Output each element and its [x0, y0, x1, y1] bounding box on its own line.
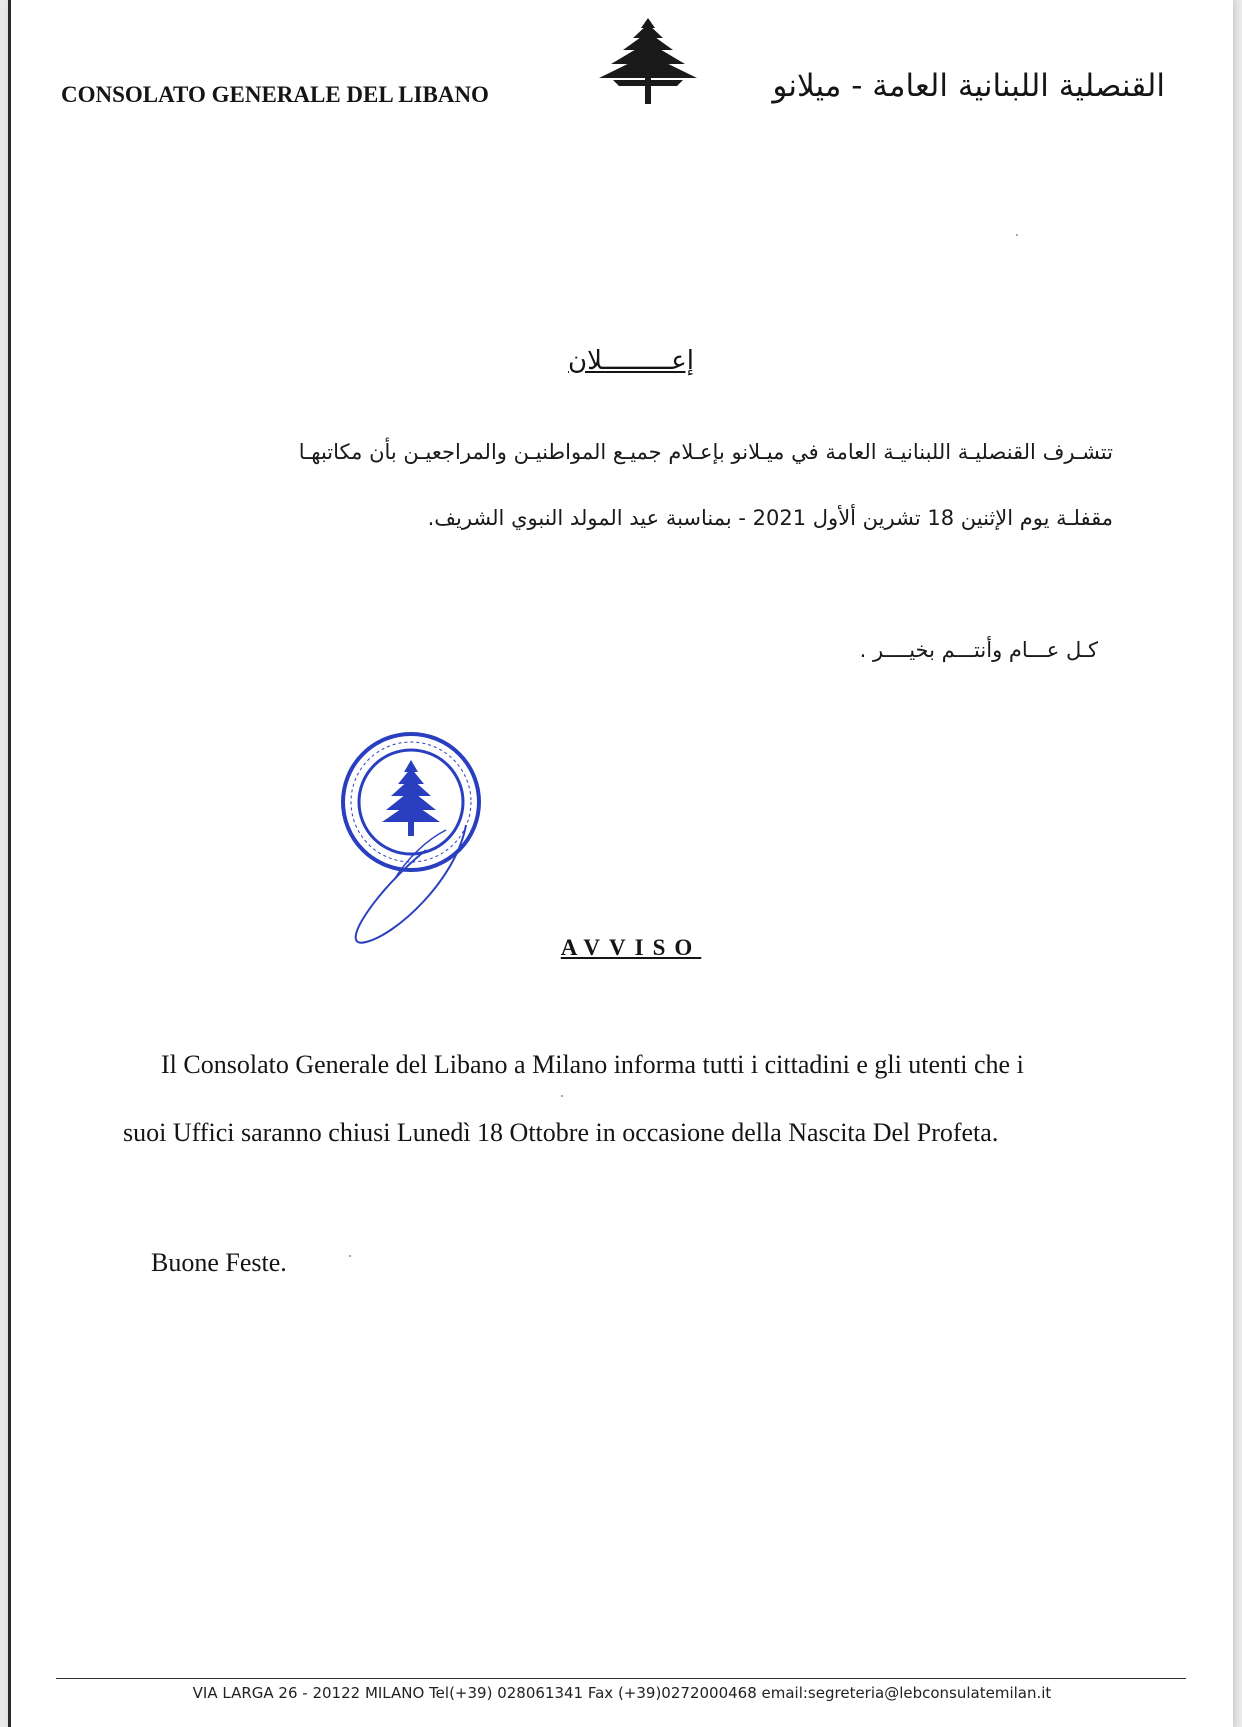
header-arabic-title: القنصلية اللبنانية العامة - ميلانو	[772, 68, 1165, 104]
footer-divider	[56, 1678, 1186, 1679]
arabic-announcement-line-1: تتشـرف القنصليـة اللبنانيـة العامة في ميـلانو بإعـلام جميـع المواطنيـن والمراجعيـن بأن مكاتبهـا	[298, 440, 1113, 464]
cedar-tree-icon	[593, 16, 703, 108]
arabic-announcement-line-2: مقفلـة يوم الإثنين 18 تشرين ألأول 2021 - بمناسبة عيد المولد النبوي الشريف.	[427, 506, 1113, 530]
footer-contact: VIA LARGA 26 - 20122 MILANO Tel(+39) 028061341 Fax (+39)0272000468 email:segreteria@lebconsulatemilan.it	[192, 1684, 1052, 1702]
consulate-seal-stamp	[336, 730, 506, 960]
arabic-announcement-title: إعـــــــــلان	[568, 346, 694, 376]
paper-speck	[1016, 234, 1018, 236]
paper-speck	[349, 1255, 351, 1257]
arabic-greeting: كـل عـــام وأنتـــم بخيــــر .	[859, 638, 1098, 662]
header-latin-title: CONSOLATO GENERALE DEL LIBANO	[61, 82, 489, 107]
italian-announcement-line-2: suoi Uffici saranno chiusi Lunedì 18 Ottobre in occasione della Nascita Del Profeta.	[123, 1118, 999, 1147]
italian-announcement-title: AVVISO	[560, 935, 702, 960]
paper-speck	[561, 1095, 563, 1097]
document-page	[8, 0, 1233, 1727]
italian-closing: Buone Feste.	[151, 1248, 287, 1277]
italian-announcement-line-1: Il Consolato Generale del Libano a Milano informa tutti i cittadini e gli utenti che i	[161, 1050, 1024, 1079]
